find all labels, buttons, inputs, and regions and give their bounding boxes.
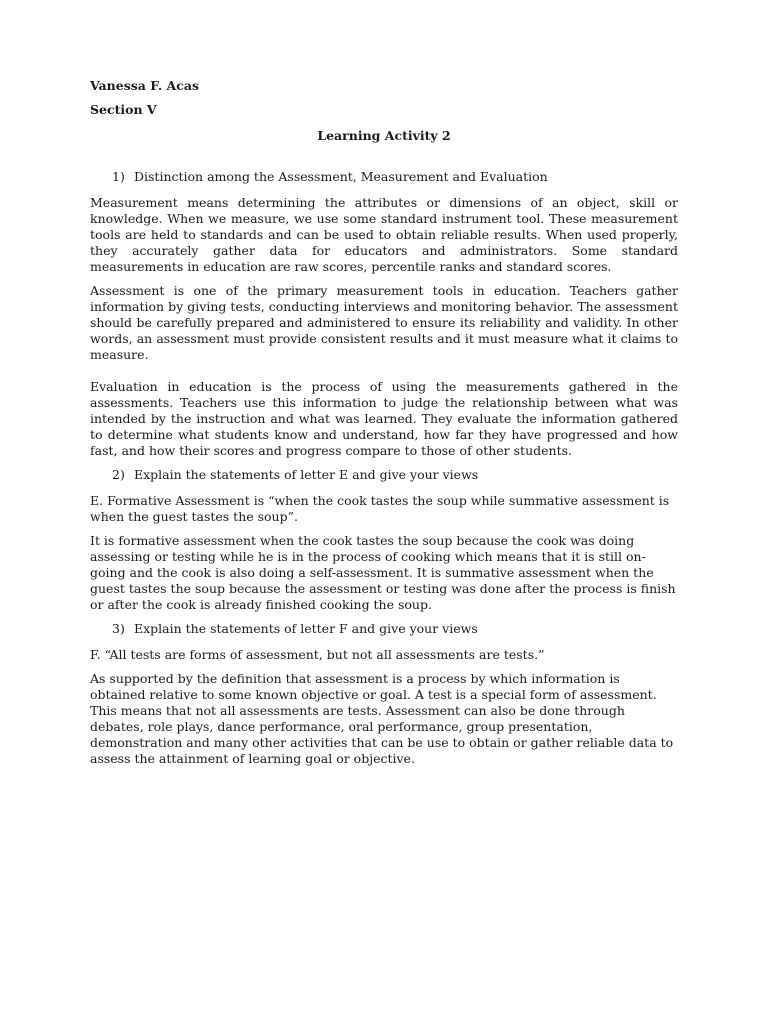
question-1-text: Distinction among the Assessment, Measurement and Evaluation — [134, 169, 548, 184]
answer-e: It is formative assessment when the cook tastes the soup because the cook was doing assessing or testing while he is in the process of cooking which means that it is still on-going and the cook is also doing a self-assessment. It is summative assessment when the guest tastes the soup because the assessment or testing was done after the process is finish or after the cook is already finished cooking the soup. — [90, 533, 676, 612]
answer-f: As supported by the definition that assessment is a process by which information is obtained relative to some known objective or goal. A test is a special form of assessment. This means that not all assessments are tests. Assessment can also be done through debates, role plays, dance performance, oral performance, group presentation, demonstration and many other activities that can be use to obtain or gather reliable data to assess the attainment of learning goal or objective. — [90, 671, 674, 766]
question-2-number: 2) — [112, 467, 125, 482]
question-3 — [90, 621, 678, 637]
document-title: Learning Activity 2 — [317, 128, 451, 143]
section-label: Section V — [90, 102, 157, 117]
question-1 — [90, 169, 678, 185]
author-name: Vanessa F. Acas — [90, 78, 199, 93]
question-3-number: 3) — [112, 621, 125, 636]
evaluation-paragraph: Evaluation in education is the process of using the measurements gathered in the assessments. Teachers use this information to judge the relationship between what was intended by the instruction and what was learned. They evaluate the information gathered to determine what students know and understand, how far they have progressed and how fast, and how their scores and progress compare to those of other students. — [90, 379, 678, 458]
assessment-paragraph: Assessment is one of the primary measurement tools in education. Teachers gather information by giving tests, conducting interviews and monitoring behavior. The assessment should be carefully prepared and administered to ensure its reliability and validity. In other words, an assessment must provide consistent results and it must measure what it claims to measure. — [90, 283, 678, 362]
measurement-paragraph: Measurement means determining the attributes or dimensions of an object, skill or knowledge. When we measure, we use some standard instrument tool. These measurement tools are held to standards and can be used to obtain reliable results. When used properly, they accurately gather data for educators and administrators. Some standard measurements in education are raw scores, percentile ranks and standard scores. — [90, 195, 678, 274]
question-3-text: Explain the statements of letter F and give your views — [134, 621, 478, 636]
statement-f: F. “All tests are forms of assessment, but not all assessments are tests.” — [90, 647, 545, 662]
statement-e: E. Formative Assessment is “when the cook tastes the soup while summative assessment is when the guest tastes the soup”. — [90, 493, 670, 524]
question-2-text: Explain the statements of letter E and give your views — [134, 467, 479, 482]
question-1-number: 1) — [112, 169, 125, 184]
document-page — [90, 78, 678, 775]
question-2 — [90, 467, 678, 483]
